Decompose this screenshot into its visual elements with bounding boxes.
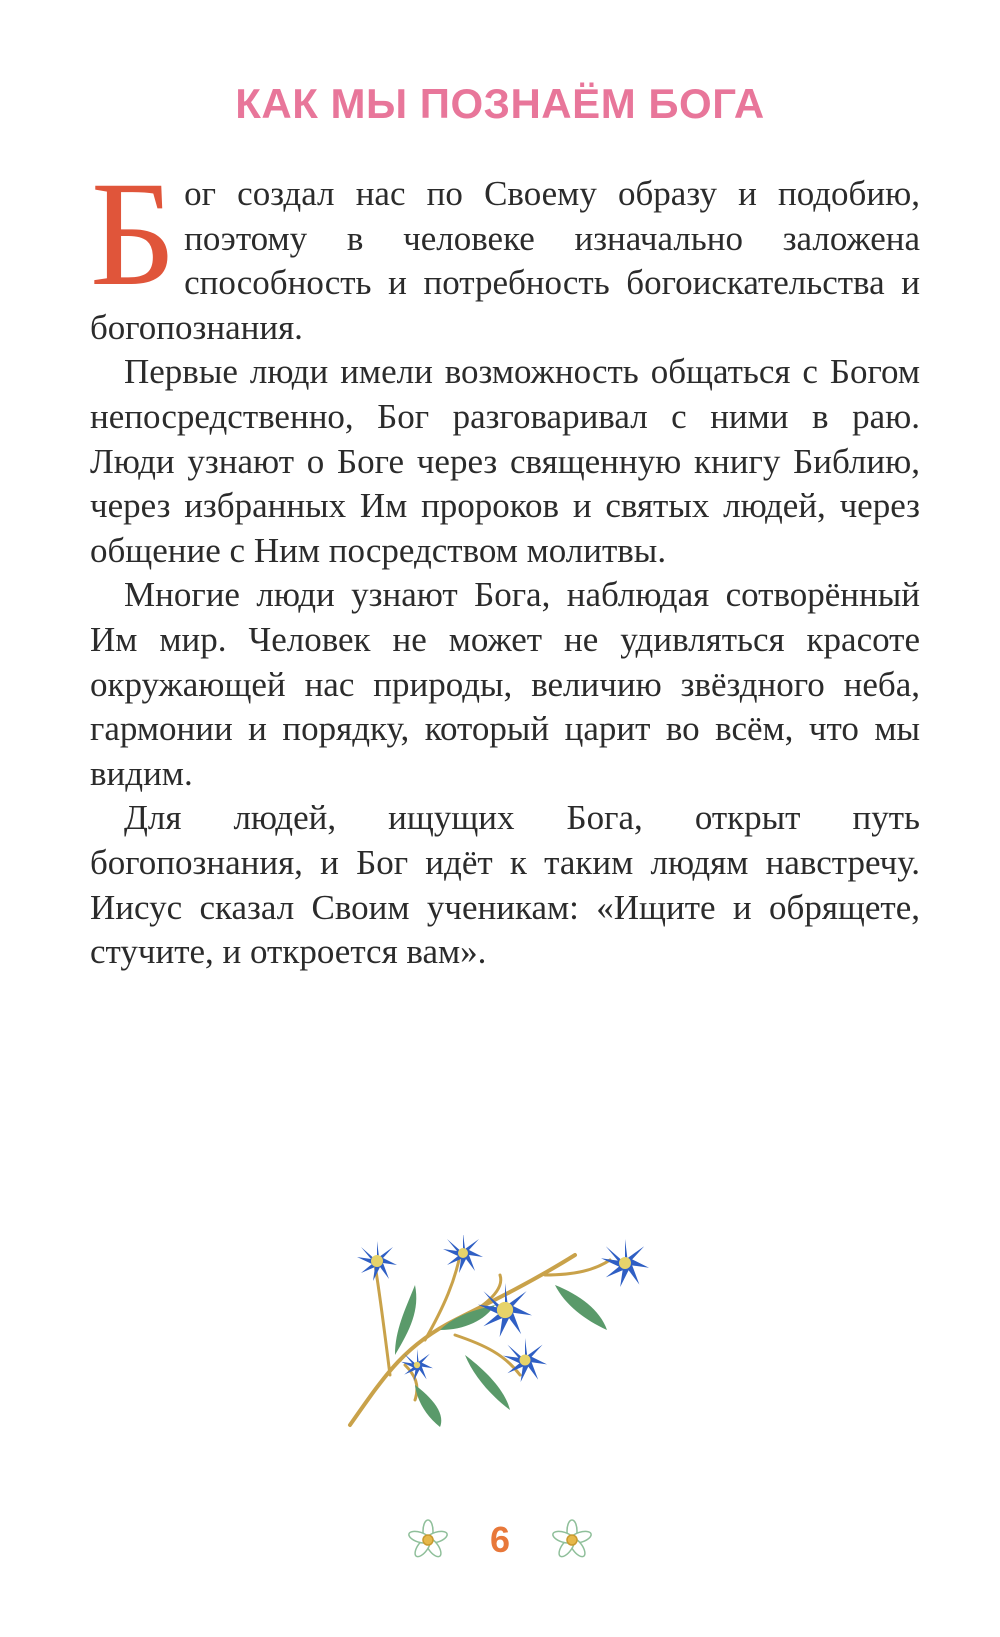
paragraph-1-text: ог создал нас по Своему образу и подобию, поэтому в человеке изначально заложена способность и потребность богоискательства и богопознания. xyxy=(90,174,920,347)
page-footer xyxy=(0,1510,1000,1570)
drop-cap: Б xyxy=(90,151,177,317)
chamomile-icon xyxy=(406,1518,450,1562)
chamomile-icon xyxy=(550,1518,594,1562)
paragraph-4: Для людей, ищущих Бога, открыт путь богопознания, и Бог идёт к таким людям навстречу. Иисус сказал Своим ученикам: «Ищите и обрящете, стучите, и откроется вам». xyxy=(90,798,920,972)
page-number: 6 xyxy=(489,1519,511,1560)
paragraph-3: Многие люди узнают Бога, наблюдая сотворённый Им мир. Человек не может не удивляться красоте окружающей нас природы, величию звёздного неба, гармонии и порядку, который царит во всём, что мы видим. xyxy=(90,575,920,793)
paragraph-2: Первые люди имели возможность общаться с Богом непосредственно, Бог разговаривал с ними в раю. Люди узнают о Боге через священную книгу Библию, через избранных Им пророков и святых людей, через общение с Ним посредством молитвы. xyxy=(90,352,920,570)
page-title: КАК МЫ ПОЗНАЁМ БОГА xyxy=(235,80,765,127)
paragraph-1 xyxy=(90,151,920,350)
cornflower-branch-icon xyxy=(345,1235,665,1430)
body-text xyxy=(90,151,920,975)
